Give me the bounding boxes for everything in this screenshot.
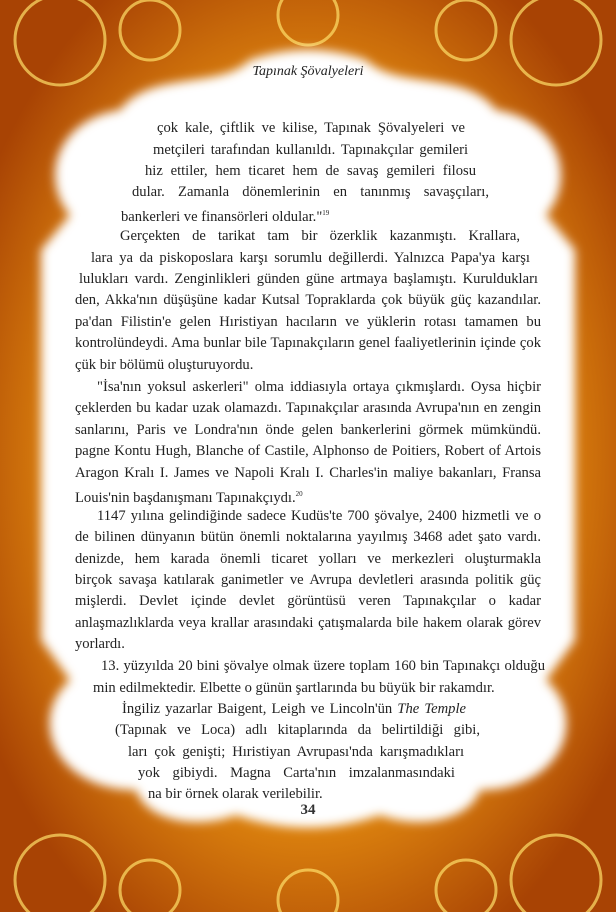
text-line (75, 291, 541, 309)
text-line-content: na bir örnek olarak verilebilir. (148, 786, 323, 802)
text-line (75, 399, 541, 417)
text-line-content: yorlardı. (75, 636, 125, 652)
text-line (121, 204, 330, 225)
text-line (75, 635, 125, 653)
text-line-content: Gerçekten de tarikat tam bir özerklik kazanmıştı. Krallara, (120, 228, 520, 244)
text-line (153, 141, 468, 159)
text-line-content: birçok savaşa katılarak ganimetler ve Avrupa devletleri arasında politik güç (75, 572, 541, 588)
text-line-content: Louis'nin başdanışmanı Tapınakçıydı. (75, 490, 296, 506)
text-line-content: 13. yüzyılda 20 bini şövalye olmak üzere toplam 160 bin Tapınakçı olduğu (101, 658, 545, 674)
text-line-content: denizde, hem karada önemli ticaret yolları ve merkezleri oluşturmakla (75, 551, 541, 567)
text-line (148, 785, 323, 803)
text-line-content: de bilinen dünyanın bütün önemli noktalarına yayılmış 3468 adet şato vardı. (75, 529, 541, 545)
text-line-content: (Tapınak ve Loca) adlı kitaplarında da belirtildiği gibi, (115, 722, 480, 738)
text-line (132, 183, 489, 201)
text-line (101, 657, 545, 675)
text-line-content: pa'dan Filistin'e gelen Hıristiyan hacıların ve yüklerin rotası tamamen bu (75, 314, 541, 330)
text-line-content: hiz ettiler, hem ticaret hem de savaş gemileri filosu (145, 163, 476, 179)
text-line-content: lara ya da piskoposlara karşı sorumlu değillerdi. Yalnızca Papa'ya karşı (91, 250, 530, 266)
text-line-content: min edilmektedir. Elbette o günün şartlarında bu büyük bir rakamdır. (93, 680, 495, 696)
text-line (122, 700, 466, 718)
text-line (75, 464, 541, 482)
text-line (75, 528, 541, 546)
text-line (97, 378, 541, 396)
text-line (75, 442, 541, 460)
text-line-content: mişlerdi. Devlet içinde devlet görüntüsü veren Tapınakçılar o kadar (75, 593, 541, 609)
text-line (75, 421, 541, 439)
text-line (75, 550, 541, 568)
text-line (115, 721, 480, 739)
text-line (145, 162, 476, 180)
text-line-content: ları çok genişti; Hıristiyan Avrupası'nda karışmadıkları (128, 744, 464, 760)
text-line (138, 764, 455, 782)
text-line-content: anlaşmazlıklarda veya krallar arasındaki çatışmalarda bile hakem olarak görev (75, 615, 541, 631)
text-line (75, 485, 303, 506)
text-line-content: dular. Zamanla dönemlerinin en tanınmış savaşçıları, (132, 184, 489, 200)
text-line-content: den, Akka'nın düşüşüne kadar Kutsal Topraklarda çok büyük güç kazandılar. (75, 292, 541, 308)
text-line-content: bankerleri ve finansörleri oldular." (121, 209, 323, 225)
text-line (75, 356, 253, 374)
text-line (128, 743, 464, 761)
text-line-content: İngiliz yazarlar Baigent, Leigh ve Lincoln'ün (122, 701, 398, 717)
text-line-content: çük bir bölümü oluşturuyordu. (75, 357, 254, 373)
text-line-content: çok kale, çiftlik ve kilise, Tapınak Şövalyeleri ve (157, 120, 465, 136)
text-line (75, 614, 541, 632)
footnote-ref: 20 (295, 490, 303, 498)
text-line (75, 334, 541, 352)
footnote-ref: 19 (322, 209, 330, 217)
page-number: 34 (300, 802, 316, 818)
text-line (75, 313, 541, 331)
text-line-content: "İsa'nın yoksul askerleri" olma iddiasıyla ortaya çıkmışlardı. Oysa hiçbir (97, 379, 541, 395)
text-line-content: yok gibiydi. Magna Carta'nın imzalanmasındaki (138, 765, 455, 781)
text-line (93, 679, 495, 697)
text-line-content: 1147 yılına gelindiğinde sadece Kudüs'te 700 şövalye, 2400 hizmetli ve o (97, 508, 541, 524)
book-title-italic: The Temple (397, 701, 466, 717)
text-line-content: sanlarını, Paris ve Londra'nın önde gelen bankerlerini görmek mümkündü. (75, 422, 541, 438)
text-line-content: çeklerden bu kadar uzak olamazdı. Tapınakçılar arasında Avrupa'nın en zengin (75, 400, 541, 416)
text-line-content: Aragon Kralı I. James ve Napoli Kralı I. Charles'in maliye bakanları, Fransa (75, 465, 541, 481)
text-line (75, 571, 541, 589)
text-line (79, 270, 538, 288)
text-line-content: lulukları vardı. Zenginlikleri günden güne artmaya başlamıştı. Kuruldukları (79, 271, 538, 287)
running-header-title: Tapınak Şövalyeleri (252, 64, 364, 79)
text-line (91, 249, 530, 267)
text-line (157, 119, 465, 137)
text-line-content: metçileri tarafından kullanıldı. Tapınakçılar gemileri (153, 142, 468, 158)
text-line (120, 227, 520, 245)
text-line-content: kontrolündeydi. Ama bunlar bile Tapınakçıların genel faaliyetlerinin içinde çok (75, 335, 541, 351)
text-line-content: pagne Kontu Hugh, Blanche of Castile, Alphonso de Poitiers, Robert of Artois (75, 443, 541, 459)
text-line (75, 592, 541, 610)
text-line (97, 507, 541, 525)
